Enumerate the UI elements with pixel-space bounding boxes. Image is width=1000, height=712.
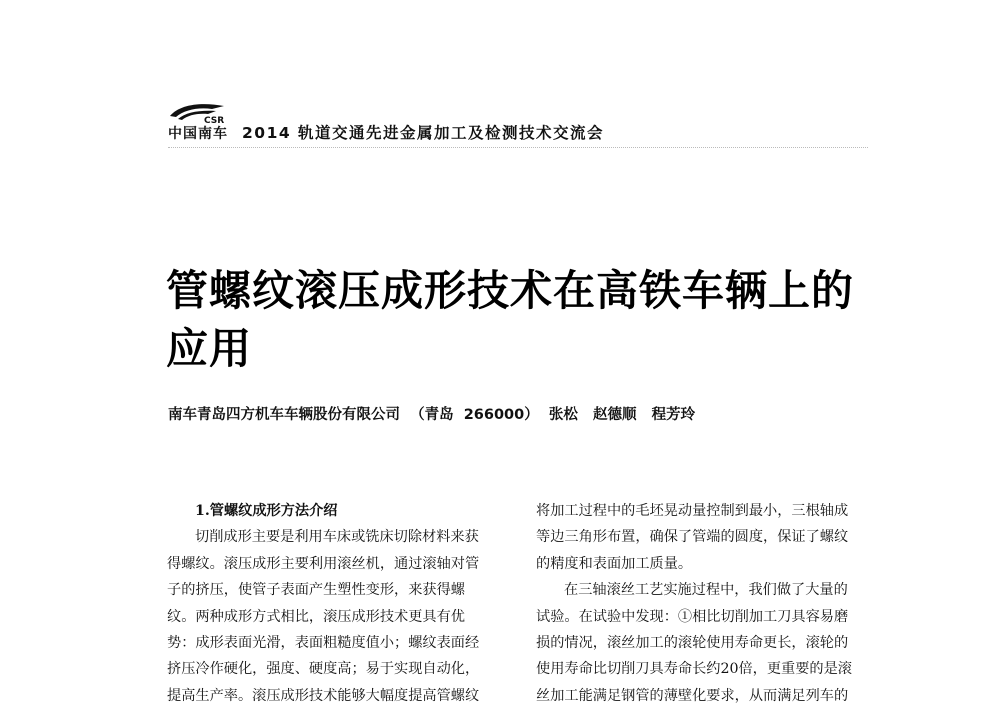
body-line: 切削成形主要是利用车床或铣床切除材料来获 bbox=[195, 529, 479, 546]
logo-brand-text: 中国南车 bbox=[168, 126, 228, 142]
body-line: 得螺纹。滚压成形主要利用滚丝机，通过滚轴对管 bbox=[167, 555, 480, 572]
conference-title: 2014 轨道交通先进金属加工及检测技术交流会 bbox=[242, 124, 605, 142]
body-line: 试验。在试验中发现：①相比切削加工刀具容易磨 bbox=[536, 608, 849, 625]
body-line: 损的情况，滚丝加工的滚轮使用寿命更长，滚轮的 bbox=[536, 635, 849, 652]
svg-text:CSR: CSR bbox=[204, 116, 225, 124]
body-line: 在三轴滚丝工艺实施过程中，我们做了大量的 bbox=[564, 582, 848, 599]
csr-train-icon bbox=[168, 100, 230, 124]
body-line: 挤压冷作硬化，强度、硬度高；易于实现自动化， bbox=[167, 661, 480, 678]
body-line: 子的挤压，使管子表面产生塑性变形，来获得螺 bbox=[167, 582, 465, 599]
header-divider bbox=[168, 147, 868, 148]
body-line: 等边三角形布置，确保了管端的圆度，保证了螺纹 bbox=[536, 529, 849, 546]
body-line: 的精度和表面加工质量。 bbox=[536, 555, 693, 572]
left-column bbox=[167, 498, 503, 709]
body-line: 纹。两种成形方式相比，滚压成形技术更具有优 bbox=[167, 608, 465, 625]
body-line: 丝加工能满足钢管的薄壁化要求，从而满足列车的 bbox=[536, 687, 849, 704]
right-column bbox=[536, 498, 872, 709]
paper-title bbox=[166, 262, 886, 378]
paper-title-line-1: 管螺纹滚压成形技术在高铁车辆上的 bbox=[166, 266, 855, 315]
body-line: 提高生产率。滚压成形技术能够大幅度提高管螺纹 bbox=[167, 687, 480, 704]
body-line: 使用寿命比切削刀具寿命长约20倍，更重要的是滚 bbox=[536, 661, 852, 678]
section-heading: 1.管螺纹成形方法介绍 bbox=[195, 503, 338, 519]
paper-title-line-2: 应用 bbox=[166, 324, 253, 373]
body-line: 将加工过程中的毛坯晃动量控制到最小，三根轴成 bbox=[536, 503, 849, 519]
author-byline: 南车青岛四方机车车辆股份有限公司 （青岛 266000） 张松 赵德顺 程芳玲 bbox=[168, 407, 696, 423]
body-line: 势：成形表面光滑，表面粗糙度值小；螺纹表面经 bbox=[167, 635, 480, 652]
